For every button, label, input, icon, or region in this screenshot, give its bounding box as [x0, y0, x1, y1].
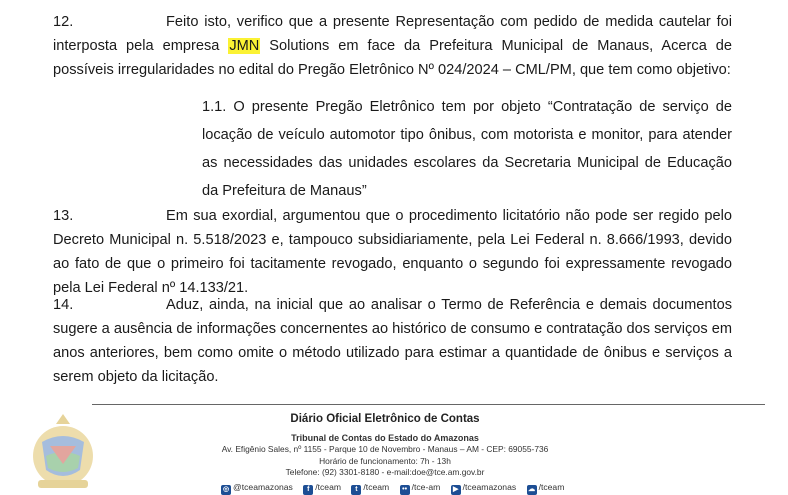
paragraph-12: [53, 10, 732, 82]
paragraph-number: 13.: [53, 208, 74, 224]
coat-of-arms-icon: [22, 412, 104, 494]
paragraph-number: 12.: [53, 14, 74, 30]
twitter-icon: t: [351, 485, 361, 495]
social-facebook[interactable]: f /tceam: [303, 482, 341, 495]
paragraph-13: [53, 204, 732, 300]
footer-divider: [92, 404, 765, 405]
quoted-object-clause: 1.1. O presente Pregão Eletrônico tem por objeto “Contratação de serviço de locação de veículo automotor tipo ônibus, com motorista e monitor, para atender as necessidades das unidades escolares da Secretaria Municipal de Educação da Prefeitura de Manaus”: [202, 99, 732, 199]
paragraph-text-continued: Solutions em face da Prefeitura Municipal de Manaus, Acerca de possíveis irregularidades no edital do Pregão Eletrônico Nº 024/2024 – CML/PM, que tem como objetivo:: [53, 38, 732, 78]
instagram-icon: ◎: [222, 486, 230, 493]
highlighted-company-name: JMN: [229, 38, 260, 54]
paragraph-text: Aduz, ainda, na inicial que ao analisar o Termo de Referência e demais documentos sugere a ausência de informações concernentes ao histórico de consumo e contratação dos serviços em anos anteriores, bem como omite o método utilizado para estimar a quantidade de ônibus e serviços a serem objeto da licitação.: [53, 297, 732, 385]
social-instagram[interactable]: ◎ @tceamazonas: [222, 482, 293, 493]
contact-info: Telefone: (92) 3301-8180 - e-mail:doe@tce.am.gov.br: [285, 467, 485, 477]
paragraph-number: 14.: [53, 297, 74, 313]
social-twitter[interactable]: t /tceam: [351, 482, 389, 495]
social-links: [221, 482, 572, 495]
paragraph-text: Feito isto, verifico que a presente Representação com pedido de medida cautelar foi interposta pela empresa: [53, 14, 732, 54]
office-hours: Horário de funcionamento: 7h - 13h: [319, 456, 451, 466]
paragraph-14: [53, 293, 732, 389]
soundcloud-icon: ☁: [528, 486, 536, 493]
youtube-icon: ▶: [451, 485, 461, 495]
gazette-title: Diário Oficial Eletrônico de Contas: [290, 413, 480, 425]
institution-name: Tribunal de Contas do Estado do Amazonas: [291, 433, 479, 443]
facebook-icon: f: [303, 485, 313, 495]
paragraph-text: Em sua exordial, argumentou que o procedimento licitatório não pode ser regido pelo Decreto Municipal n. 5.518/2023 e, tampouco subsidiariamente, pela Lei Federal n. 8.666/1993, devido ao fato de que o primeiro foi tacitamente revogado, enquanto o segundo foi expressamente revogado pela Lei Federal nº 14.133/21.: [53, 208, 732, 296]
social-soundcloud[interactable]: ☁ /tceam: [528, 482, 565, 493]
flickr-icon: ••: [400, 485, 410, 495]
social-youtube[interactable]: ▶ /tceamazonas: [451, 482, 517, 495]
institution-address: Av. Efigênio Sales, nº 1155 - Parque 10 de Novembro - Manaus – AM - CEP: 69055-736: [221, 444, 549, 454]
social-flickr[interactable]: •• /tce-am: [400, 482, 441, 495]
